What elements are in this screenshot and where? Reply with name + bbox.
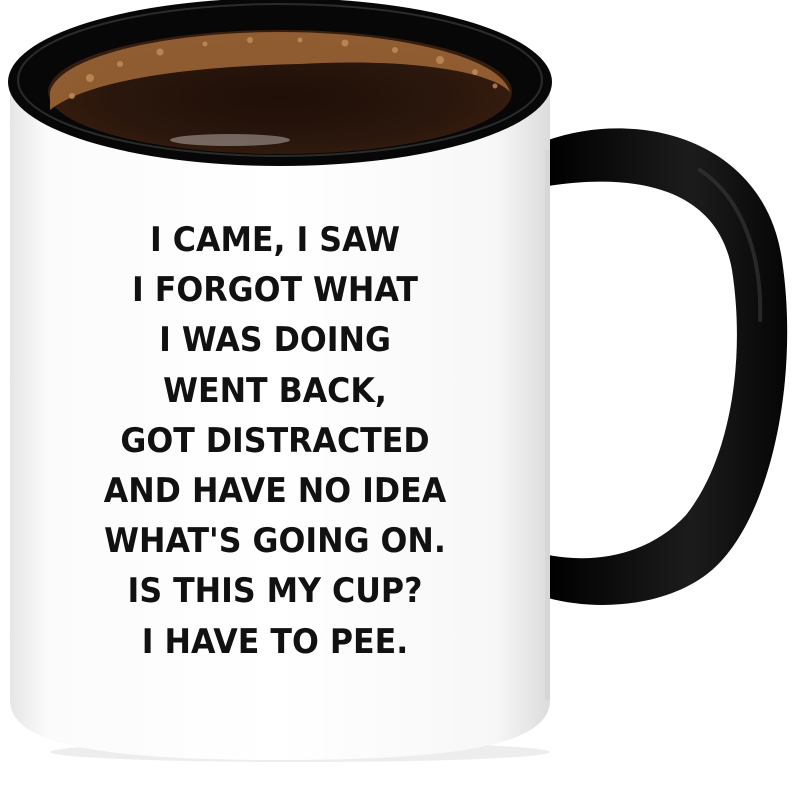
- coffee-glints: [170, 134, 290, 146]
- print-line: I CAME, I SAW: [149, 220, 401, 260]
- print-line: GOT DISTRACTED: [120, 420, 430, 461]
- print-line: IS THIS MY CUP?: [127, 571, 423, 612]
- mug-print-text: [60, 215, 490, 667]
- print-line: I HAVE TO PEE.: [141, 621, 409, 662]
- print-line: WHAT'S GOING ON.: [104, 521, 446, 562]
- print-line: WENT BACK,: [163, 370, 387, 411]
- mug-edge-right: [545, 150, 550, 700]
- print-line: I WAS DOING: [159, 320, 391, 361]
- print-line: I FORGOT WHAT: [132, 270, 418, 311]
- mug-handle: [548, 128, 787, 605]
- print-line: AND HAVE NO IDEA: [103, 471, 447, 512]
